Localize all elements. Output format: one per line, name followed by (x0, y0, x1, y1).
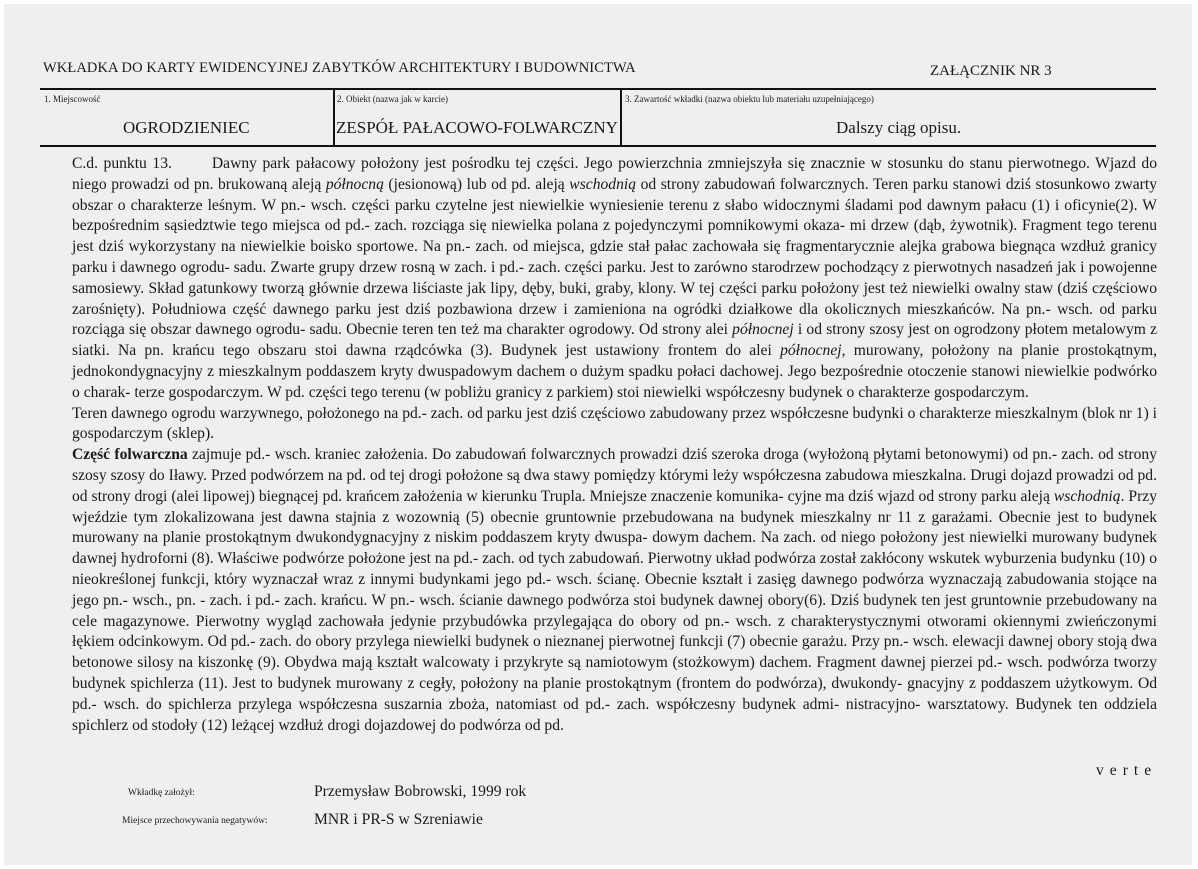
locality-label: 1. Miejscowość (44, 94, 101, 104)
author-value: Przemysław Bobrowski, 1999 rok (314, 783, 527, 800)
author-label: Wkładkę założył: (128, 788, 195, 798)
description-paragraph-1: C.d. punktu 13. Dawny park pałacowy położony jest pośrodku tej części. Jego powierzchnia zmniejszyła się znacznie w stosunku do stanu pierwotnego. Wjazd do niego prowadzi od pn. brukowaną aleją północną (jesionową) lub od pd. aleją wschodnią od strony zabudowań folwarcznych. Teren parku stanowi dziś stosunkowo zwarty obszar o charakterze leśnym. W pn.- wsch. części parku czytelne jest niewielkie wyniesienie terenu z słabo widocznymi śladami pod dawnym pałacu (1) i oficynie(2). W bezpośrednim sąsiedztwie tego miejsca od pd.- zach. rozciąga się niewielka polana z pojedynczymi pomnikowymi okaza- mi drzew (dąb, żywotnik). Fragment tego terenu jest dziś wykorzystany na niewielkie boisko sportowe. Na pn.- zach. od miejsca, gdzie stał pałac zachowała się fragmentarycznie alejka grabowa biegnąca wzdłuż granicy parku i dawnego ogrodu- sadu. Zwarte grupy drzew rosną w zach. i pd.- zach. części parku. Jest to zarówno starodrzew pochodzący z pierwotnych nasadzeń jak i powojenne samosiewy. Skład gatunkowy tworzą głównie drzewa liściaste jak lipy, dęby, buki, graby, klony. W tej części parku położony jest też niewielki owalny staw (dziś częściowo zarośnięty). Południowa część dawnego parku jest dziś pozbawiona drzew i zamieniona na ogródki działkowe dla okolicznych mieszkańców. Na pn.- wsch. od parku rozciąga się obszar dawnego ogrodu- sadu. Obecnie teren ten też ma charakter ogrodowy. Od strony alei północnej i od strony szosy jest on ogrodzony płotem metalowym z siatki. Na pn. krańcu tego obszaru stoi dawna rządcówka (3). Budynek jest ustawiony frontem do alei północnej, murowany, położony na planie prostokątnym, jednokondygnacyjny z mieszkalnym poddaszem kryty dwuspadowym dachem o dużym spadku połaci dachowej. Jego bezpośrednie otoczenie stanowi niewielkie podwórko o charak- terze gospodarczym. W pd. części tego terenu (w pobliżu granicy z parkiem) stoi niewielki współczesny budynek o charakterze gospodarczym. (72, 155, 1158, 401)
locality-value: OGRODZIENIEC (123, 118, 250, 137)
document-title: WKŁADKA DO KARTY EWIDENCYJNEJ ZABYTKÓW ARCHITEKTURY I BUDOWNICTWA (43, 60, 636, 76)
object-value: ZESPÓŁ PAŁACOWO-FOLWARCZNY (336, 118, 618, 137)
content-value: Dalszy ciąg opisu. (836, 118, 962, 137)
object-label: 2. Obiekt (nazwa jak w karcie) (337, 94, 448, 104)
description-body (72, 154, 1157, 736)
section-heading-folwark: Część folwarczna (72, 446, 188, 464)
storage-label: Miejsce przechowywania negatywów: (122, 816, 268, 826)
field-divider-2 (620, 89, 622, 146)
field-divider-1 (333, 89, 335, 146)
description-paragraph-2: Teren dawnego ogrodu warzywnego, położonego na pd.- zach. od parku jest dziś częściowo zabudowany przez współczesne budynki o charakterze mieszkalnym (blok nr 1) i gospodarczym (sklep). (72, 404, 1157, 443)
verte-note: verte (1096, 762, 1158, 779)
annex-number: ZAŁĄCZNIK NR 3 (930, 63, 1052, 79)
content-label: 3. Zawartość wkładki (nazwa obiektu lub materiału uzupełniającego) (625, 94, 874, 104)
fields-rule (40, 145, 1156, 147)
header-rule (40, 88, 1156, 90)
storage-value: MNR i PR-S w Szreniawie (314, 811, 483, 828)
description-paragraph-3: Część folwarczna zajmuje pd.- wsch. kraniec założenia. Do zabudowań folwarcznych prowadzi dziś szeroka droga (wyłożoną płytami betonowymi) od pn.- zach. od strony szosy szosy do Iławy. Przed podwórzem na pd. od tej drogi położone są dwa stawy pomiędzy którymi leży współczesna zabudowa mieszkalna. Drugi dojazd prowadzi od pd. od strony drogi (alei lipowej) biegnącej pd. krańcem założenia w kierunku Trupla. Mniejsze znaczenie komunika- cyjne ma dziś wjazd od strony parku aleją wschodnią. Przy wjeździe tym zlokalizowana jest dawna stajnia z wozownią (5) obecnie gruntownie przebudowana na budynek mieszkalny nr 11 z garażami. Obecnie jest to budynek murowany na planie prostokątnym dwukondygnacyjny z niskim poddaszem kryty dwuspa- dowym dachem. Na zach. od niego położony jest niewielki murowany budynek dawnej hydroforni (8). Właściwe podwórze położone jest na pd.- zach. od tych zabudowań. Pierwotny układ podwórza został zakłócony wskutek wyburzenia budynku (10) o nieokreślonej funkcji, który wyznaczał wraz z innymi budynkami jego pd.- wsch. ścianę. Obecnie kształt i zasięg dawnego podwórza wyznaczają zabudowania stojące na jego pn.- wsch., pn. - zach. i pd.- zach. krańcu. W pn.- wsch. ścianie dawnego podwórza stoi budynek dawnej obory(6). Dziś budynek ten jest gruntownie przebudowany na cele magazynowe. Pierwotny wygląd zachowała jedynie przybudówka przylegająca do obory od pn.- wsch. z charakterystycznymi otworami okiennymi zwieńczonymi łękiem odcinkowym. Od pd.- zach. do obory przylega niewielki budynek o nieznanej pierwotnej funkcji (7) obecnie garażu. Przy pn.- wsch. elewacji dawnej obory stoją dwa betonowe silosy na kiszonkę (9). Obydwa mają kształt walcowaty i przykryte są namiotowym (stożkowym) dachem. Fragment dawnej pierzei pd.- wsch. podwórza tworzy budynek spichlerza (11). Jest to budynek murowany z cegły, położony na planie prostokątnym (frontem do podwórza), dwukondy- gnacyjny z poddaszem użytkowym. Od pd.- wsch. do spichlerza przylega współczesna suszarnia zboża, natomiast od pd.- zach. współczesny budynek admi- nistracyjno- warsztatowy. Budynek ten oddziela spichlerz od stodoły (12) leżącej wzdłuż drogi dojazdowej do podwórza od pd. (72, 446, 1157, 734)
continuation-marker: C.d. punktu 13. (72, 155, 172, 172)
